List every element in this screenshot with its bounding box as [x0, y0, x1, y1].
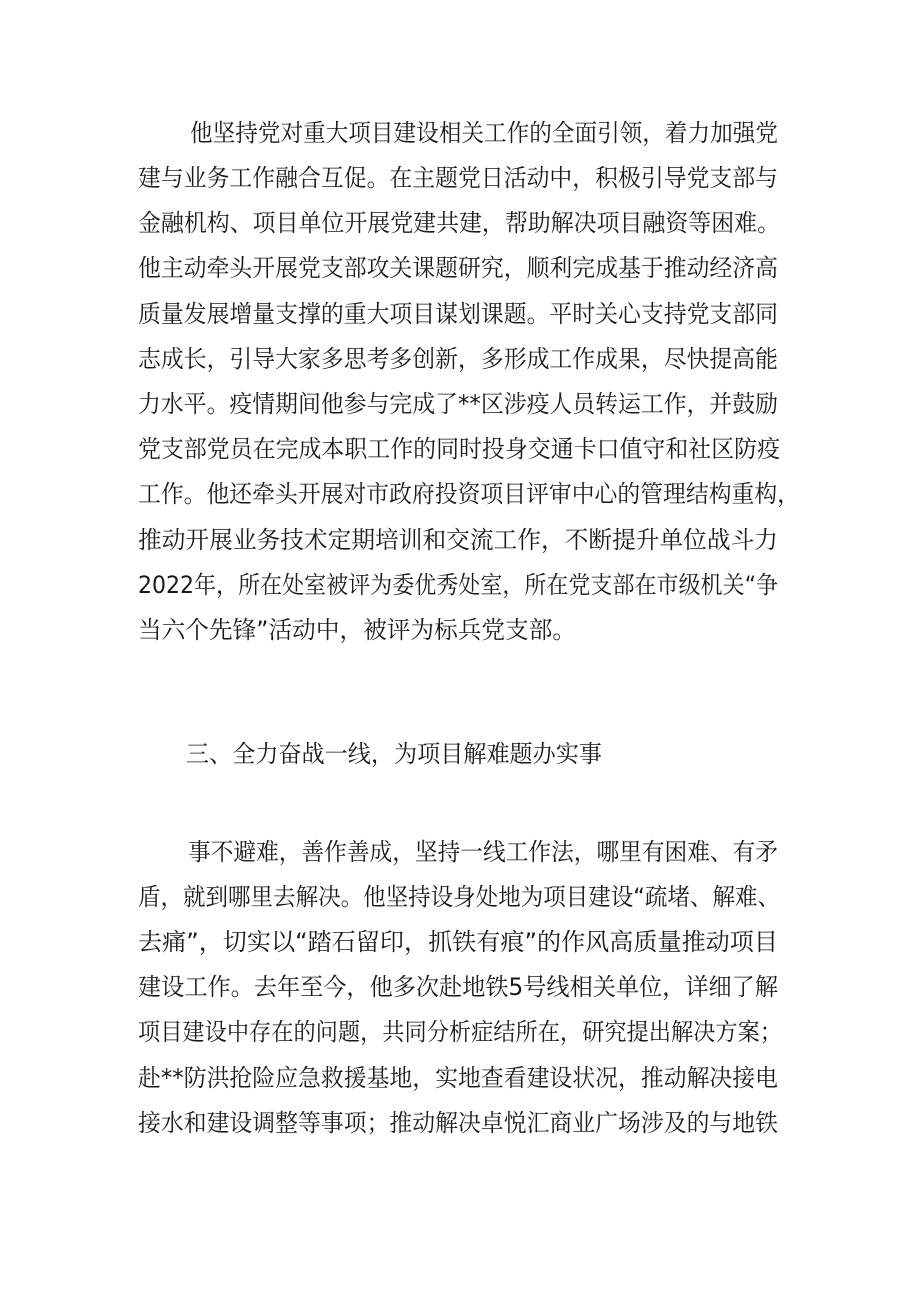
paragraph-2-line-7 [0, 1101, 920, 1145]
paragraph-1-line-4 [0, 246, 920, 290]
line-text: 2022年，所在处室被评为委优秀处室，所在党支部在市级机关“争 [138, 571, 778, 599]
line-text: 工作。他还牵头开展对市政府投资项目评审中心的管理结构重构， [138, 480, 800, 508]
paragraph-1-line-5 [0, 292, 920, 336]
paragraph-1-line-6 [0, 337, 920, 381]
line-text: 力水平。疫情期间他参与完成了**区涉疫人员转运工作，并鼓励 [138, 390, 778, 418]
paragraph-1-line-3 [0, 201, 920, 245]
paragraph-2-line-1 [0, 830, 920, 874]
line-text: 志成长，引导大家多思考多创新，多形成工作成果，尽快提高能 [138, 345, 778, 373]
line-text: 接水和建设调整等事项；推动解决卓悦汇商业广场涉及的与地铁 [138, 1109, 778, 1137]
paragraph-2-line-3 [0, 920, 920, 964]
line-text: 赴**防洪抢险应急救援基地，实地查看建设状况，推动解决接电 [138, 1064, 778, 1092]
paragraph-1-line-8 [0, 427, 920, 471]
section-heading-text: 三、全力奋战一线，为项目解难题办实事 [186, 740, 602, 768]
paragraph-2-line-5 [0, 1010, 920, 1054]
section-heading [0, 732, 920, 776]
line-text: 党支部党员在完成本职工作的同时投身交通卡口值守和社区防疫 [138, 435, 780, 463]
line-text: 建与业务工作融合互促。在主题党日活动中，积极引导党支部与 [138, 164, 778, 192]
line-text: 他主动牵头开展党支部攻关课题研究，顺利完成基于推动经济高 [138, 254, 778, 282]
line-text: 他坚持党对重大项目建设相关工作的全面引领，着力加强党 [190, 119, 778, 147]
paragraph-2-line-4 [0, 965, 920, 1009]
paragraph-1-line-1 [0, 111, 920, 155]
line-text: 建设工作。去年至今，他多次赴地铁5号线相关单位，详细了解 [138, 973, 778, 1001]
line-text: 事不避难，善作善成，坚持一线工作法，哪里有困难、有矛 [188, 838, 778, 866]
line-text: 项目建设中存在的问题，共同分析症结所在，研究提出解决方案； [138, 1018, 782, 1046]
line-text: 质量发展增量支撑的重大项目谋划课题。平时关心支持党支部同 [138, 300, 778, 328]
paragraph-2-line-6 [0, 1056, 920, 1100]
line-text: 推动开展业务技术定期培训和交流工作，不断提升单位战斗力 [138, 526, 778, 554]
line-text: 当六个先锋”活动中，被评为标兵党支部。 [138, 616, 576, 644]
line-text: 金融机构、项目单位开展党建共建，帮助解决项目融资等困难。 [138, 209, 780, 237]
paragraph-1-line-11 [0, 563, 920, 607]
paragraph-1-line-9 [0, 472, 920, 516]
paragraph-2-line-2 [0, 875, 920, 919]
paragraph-1-line-10 [0, 518, 920, 562]
line-text: 盾，就到哪里去解决。他坚持设身处地为项目建设“疏堵、解难、 [138, 883, 780, 911]
line-text: 去痛”，切实以“踏石留印，抓铁有痕”的作风高质量推动项目 [138, 928, 778, 956]
paragraph-1-line-12 [0, 608, 920, 652]
paragraph-1-line-7 [0, 382, 920, 426]
paragraph-1-line-2 [0, 156, 920, 200]
